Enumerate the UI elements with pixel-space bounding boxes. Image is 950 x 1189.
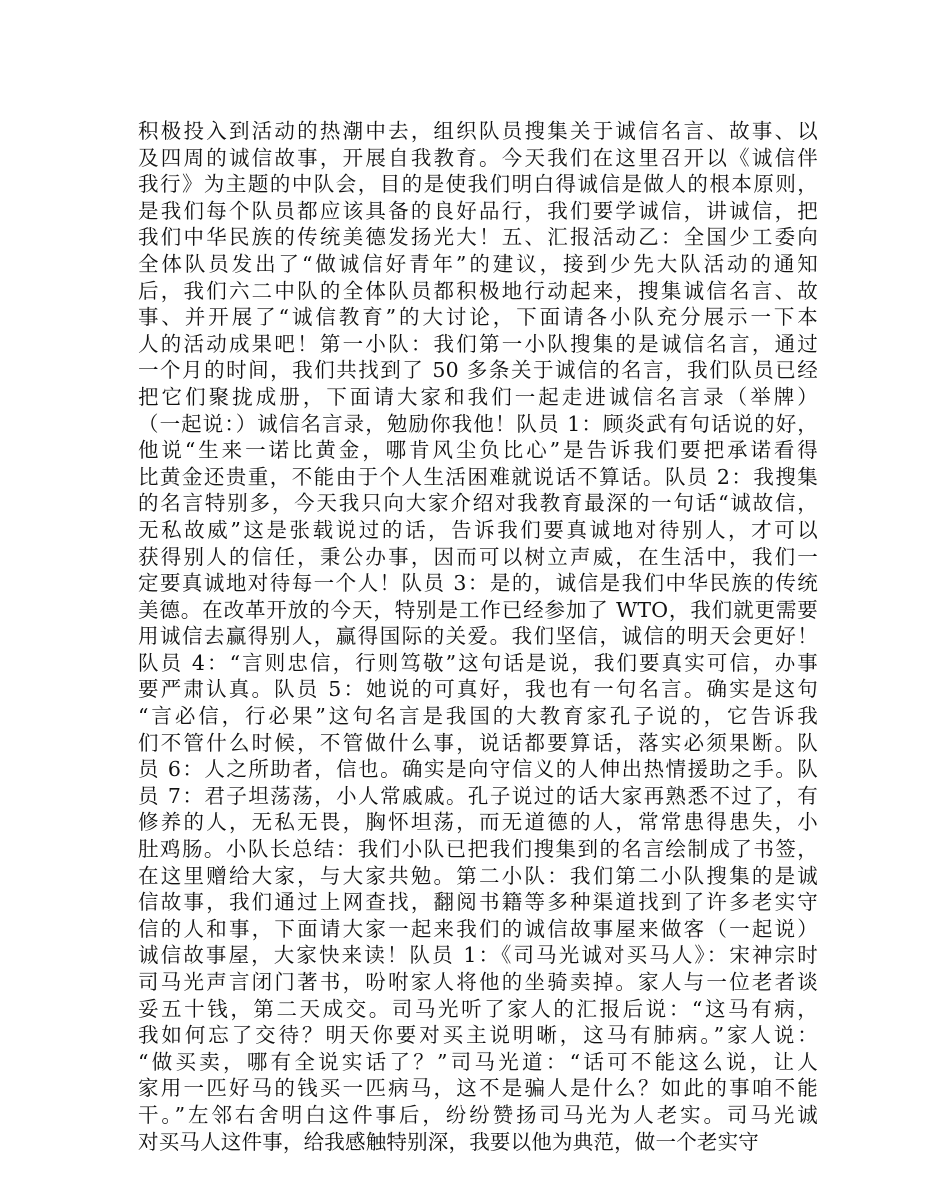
text-line: 干。”左邻右舍明白这件事后，纷纷赞扬司马光为人老实。司马光诚 — [138, 1102, 818, 1127]
text-line: 全体队员发出了“做诚信好青年”的建议，接到少先大队活动的通知 — [138, 251, 818, 276]
text-line: 是我们每个队员都应该具备的良好品行，我们要学诚信，讲诚信，把 — [138, 198, 818, 223]
text-line: 员 7：君子坦荡荡，小人常戚戚。孔子说过的话大家再熟悉不过了，有 — [138, 783, 818, 808]
text-line: 我行》为主题的中队会，目的是使我们明白得诚信是做人的根本原则， — [138, 172, 818, 197]
text-line: 用诚信去赢得别人，赢得国际的关爱。我们坚信，诚信的明天会更好！ — [138, 624, 818, 649]
text-line: 的名言特别多，今天我只向大家介绍对我教育最深的一句话“诚故信， — [138, 491, 818, 516]
text-line: “言必信，行必果”这句名言是我国的大教育家孔子说的，它告诉我 — [138, 704, 818, 729]
text-line: 司马光声言闭门著书，吩咐家人将他的坐骑卖掉。家人与一位老者谈 — [138, 970, 818, 994]
text-line: 要严肃认真。队员 5：她说的可真好，我也有一句名言。确实是这句 — [138, 677, 818, 702]
text-line: 获得别人的信任，秉公办事，因而可以树立声威，在生活中，我们一 — [138, 544, 818, 569]
text-line: 后，我们六二中队的全体队员都积极地行动起来，搜集诚信名言、故 — [138, 278, 818, 303]
text-line: 定要真诚地对待每一个人！队员 3：是的，诚信是我们中华民族的传统 — [138, 571, 818, 596]
text-line: 把它们聚拢成册，下面请大家和我们一起走进诚信名言录（举牌） — [138, 384, 818, 409]
text-line: 一个月的时间，我们共找到了 50 多条关于诚信的名言，我们队员已经 — [138, 358, 818, 383]
text-line: 修养的人，无私无畏，胸怀坦荡，而无道德的人，常常患得患失，小 — [138, 810, 818, 835]
text-line: 家用一匹好马的钱买一匹病马，这不是骗人是什么？如此的事咱不能 — [138, 1076, 818, 1101]
body-text — [138, 118, 818, 1155]
text-line: 我如何忘了交待？明天你要对买主说明晰，这马有肺病。”家人说： — [138, 1023, 818, 1048]
text-line: 肚鸡肠。小队长总结：我们小队已把我们搜集到的名言绘制成了书签， — [138, 837, 818, 862]
text-line: 他说“生来一诺比黄金，哪肯风尘负比心”是告诉我们要把承诺看得 — [138, 438, 818, 463]
text-line: 队员 4：“言则忠信，行则笃敬”这句话是说，我们要真实可信，办事 — [138, 650, 818, 675]
text-line: 在这里赠给大家，与大家共勉。第二小队：我们第二小队搜集的是诚 — [138, 863, 818, 888]
text-line: 对买马人这件事，给我感触特别深，我要以他为典范，做一个老实守 — [138, 1129, 759, 1154]
text-line: 信故事，我们通过上网查找，翻阅书籍等多种渠道找到了许多老实守 — [138, 890, 818, 915]
text-line: 比黄金还贵重，不能由于个人生活困难就说话不算话。队员 2：我搜集 — [138, 464, 818, 489]
text-line: 我们中华民族的传统美德发扬光大！五、汇报活动乙：全国少工委向 — [138, 225, 818, 250]
text-line: 们不管什么时候，不管做什么事，说话都要算话，落实必须果断。队 — [138, 730, 818, 755]
text-line: 美德。在改革开放的今天，特别是工作已经参加了 WTO，我们就更需要 — [138, 597, 818, 622]
text-line: 员 6：人之所助者，信也。确实是向守信义的人伸出热情援助之手。队 — [138, 757, 818, 782]
text-line: 无私故威”这是张载说过的话，告诉我们要真诚地对待别人，才可以 — [138, 517, 818, 542]
text-line: 积极投入到活动的热潮中去，组织队员搜集关于诚信名言、故事、以 — [138, 119, 818, 143]
text-line: 及四周的诚信故事，开展自我教育。今天我们在这里召开以《诚信伴 — [138, 145, 818, 170]
text-line: 诚信故事屋，大家快来读！队员 1：《司马光诚对买马人》：宋神宗时 — [138, 943, 818, 968]
text-line: （一起说：）诚信名言录，勉励你我他！队员 1：顾炎武有句话说的好， — [138, 411, 818, 436]
text-line: 妥五十钱，第二天成交。司马光听了家人的汇报后说：“这马有病， — [138, 996, 818, 1021]
text-line: 人的活动成果吧！第一小队：我们第一小队搜集的是诚信名言，通过 — [138, 331, 818, 356]
text-line: 信的人和事，下面请大家一起来我们的诚信故事屋来做客（一起说） — [138, 916, 818, 941]
text-line: 事、并开展了“诚信教育”的大讨论，下面请各小队充分展示一下本 — [138, 305, 818, 330]
text-line: “做买卖，哪有全说实话了？”司马光道：“话可不能这么说，让人 — [138, 1049, 818, 1074]
